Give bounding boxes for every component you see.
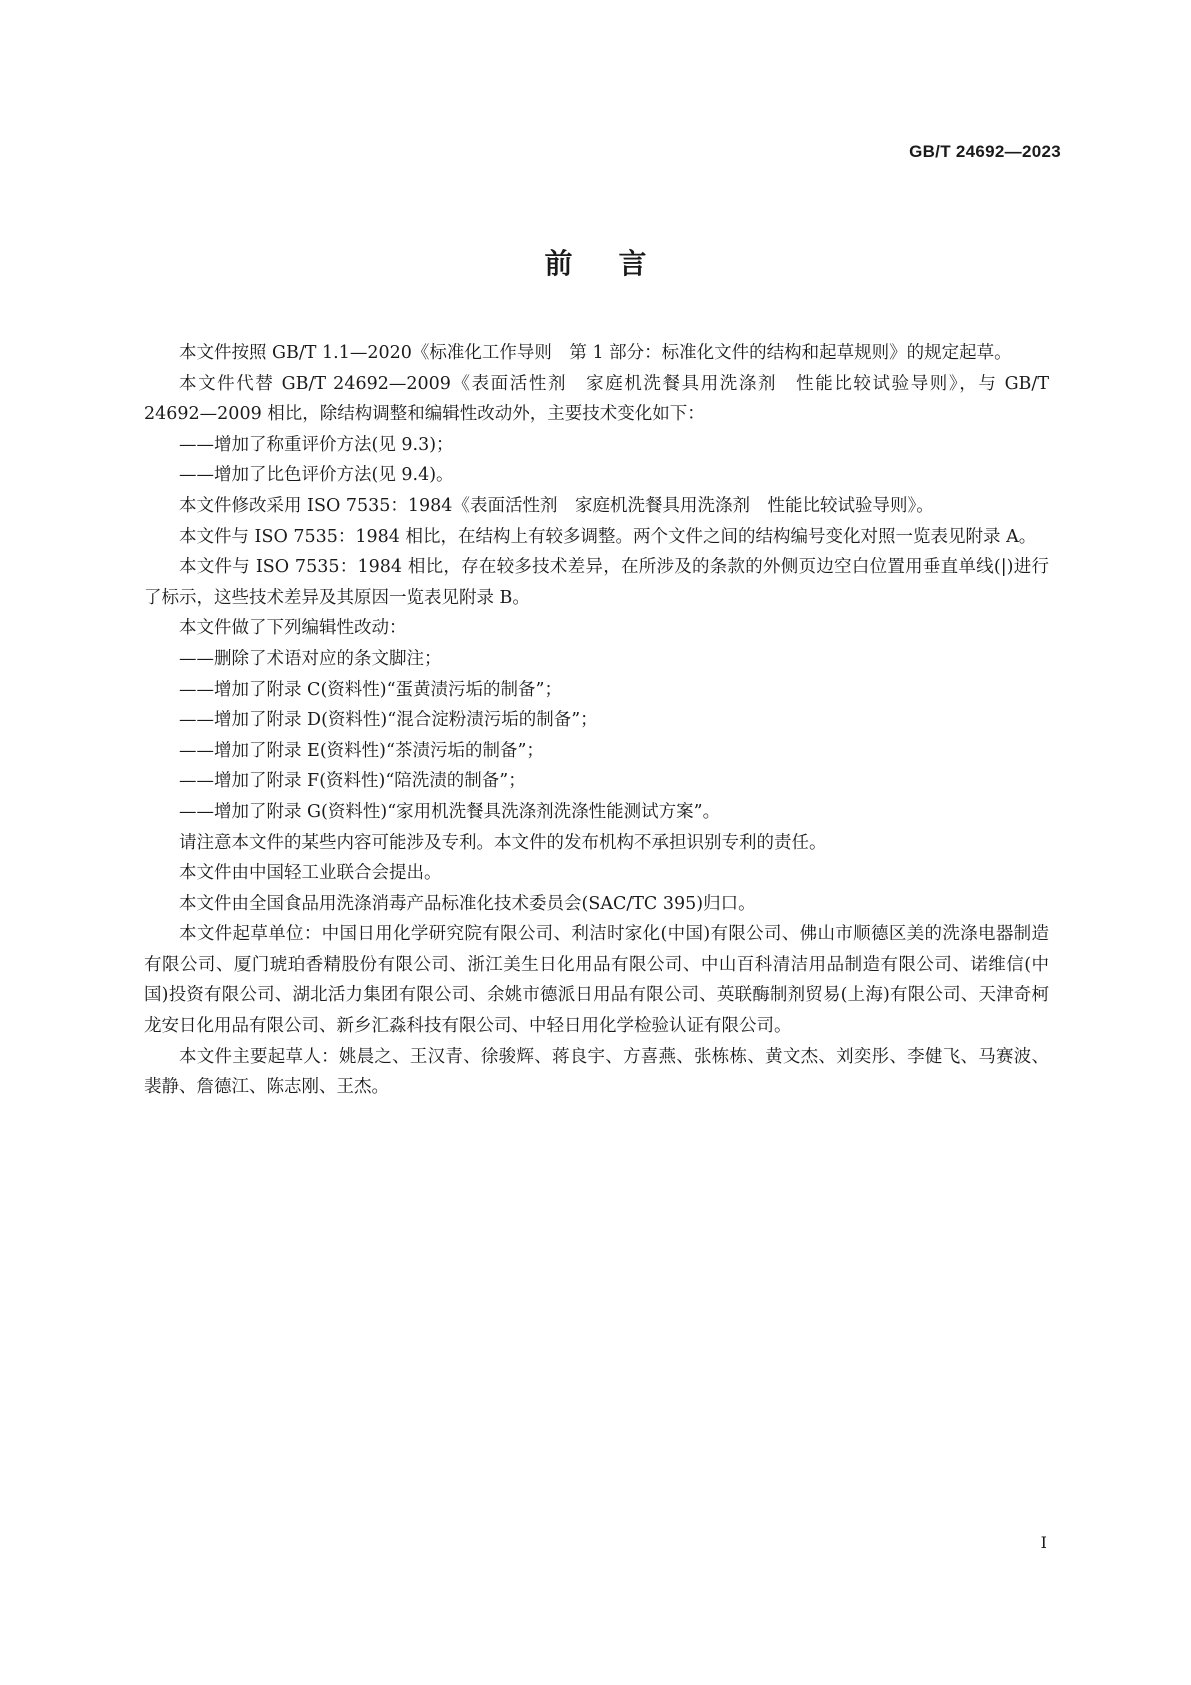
paragraph: 本文件代替 GB/T 24692—2009《表面活性剂 家庭机洗餐具用洗涤剂 性能比较试验导则》，与 GB/T 24692—2009 相比，除结构调整和编辑性改动外，主要技术变化如下： — [144, 373, 1049, 425]
list-item: ——增加了称重评价方法(见 9.3)； — [179, 434, 454, 455]
page-number: I — [1040, 1533, 1047, 1552]
list-item: ——增加了附录 F(资料性)“陪洗渍的制备”； — [179, 771, 526, 792]
paragraph: 本文件修改采用 ISO 7535：1984《表面活性剂 家庭机洗餐具用洗涤剂 性能比较试验导则》。 — [179, 495, 934, 516]
paragraph: 本文件起草单位：中国日用化学研究院有限公司、利洁时家化(中国)有限公司、佛山市顺德区美的洗涤电器制造有限公司、厦门琥珀香精股份有限公司、浙江美生日化用品有限公司、中山百科清洁用品制造有限公司、诺维信(中国)投资有限公司、湖北活力集团有限公司、余姚市德派日用品有限公司、英联酶制剂贸易(上海)有限公司、天津奇柯龙安日化用品有限公司、新乡汇淼科技有限公司、中轻日用化学检验认证有限公司。 — [144, 924, 1049, 1037]
paragraph: 本文件主要起草人：姚晨之、王汉青、徐骏辉、蒋良宇、方喜燕、张栋栋、黄文杰、刘奕彤、李健飞、马赛波、裴静、詹德江、陈志刚、王杰。 — [144, 1046, 1049, 1098]
page-title: 前言 — [544, 247, 693, 280]
list-item: ——增加了附录 G(资料性)“家用机洗餐具洗涤剂洗涤性能测试方案”。 — [179, 801, 721, 822]
list-item: ——增加了附录 E(资料性)“茶渍污垢的制备”； — [179, 740, 544, 761]
list-item: ——增加了比色评价方法(见 9.4)。 — [179, 465, 454, 486]
list-item: ——增加了附录 D(资料性)“混合淀粉渍污垢的制备”； — [179, 710, 598, 731]
document-body — [144, 338, 1049, 1103]
paragraph: 请注意本文件的某些内容可能涉及专利。本文件的发布机构不承担识别专利的责任。 — [179, 832, 827, 853]
paragraph: 本文件做了下列编辑性改动： — [179, 618, 407, 639]
paragraph: 本文件与 ISO 7535：1984 相比，存在较多技术差异，在所涉及的条款的外侧页边空白位置用垂直单线(|)进行了标示，这些技术差异及其原因一览表见附录 B。 — [144, 557, 1049, 608]
paragraph: 本文件由全国食品用洗涤消毒产品标准化技术委员会(SAC/TC 395)归口。 — [179, 893, 756, 914]
paragraph: 本文件由中国轻工业联合会提出。 — [179, 863, 442, 884]
paragraph: 本文件按照 GB/T 1.1—2020《标准化工作导则 第 1 部分：标准化文件的结构和起草规则》的规定起草。 — [179, 343, 1012, 363]
list-item: ——删除了术语对应的条文脚注； — [179, 648, 442, 669]
list-item: ——增加了附录 C(资料性)“蛋黄渍污垢的制备”； — [179, 679, 562, 700]
paragraph: 本文件与 ISO 7535：1984 相比，在结构上有较多调整。两个文件之间的结构编号变化对照一览表见附录 A。 — [179, 526, 1037, 547]
standard-code: GB/T 24692—2023 — [909, 142, 1061, 161]
